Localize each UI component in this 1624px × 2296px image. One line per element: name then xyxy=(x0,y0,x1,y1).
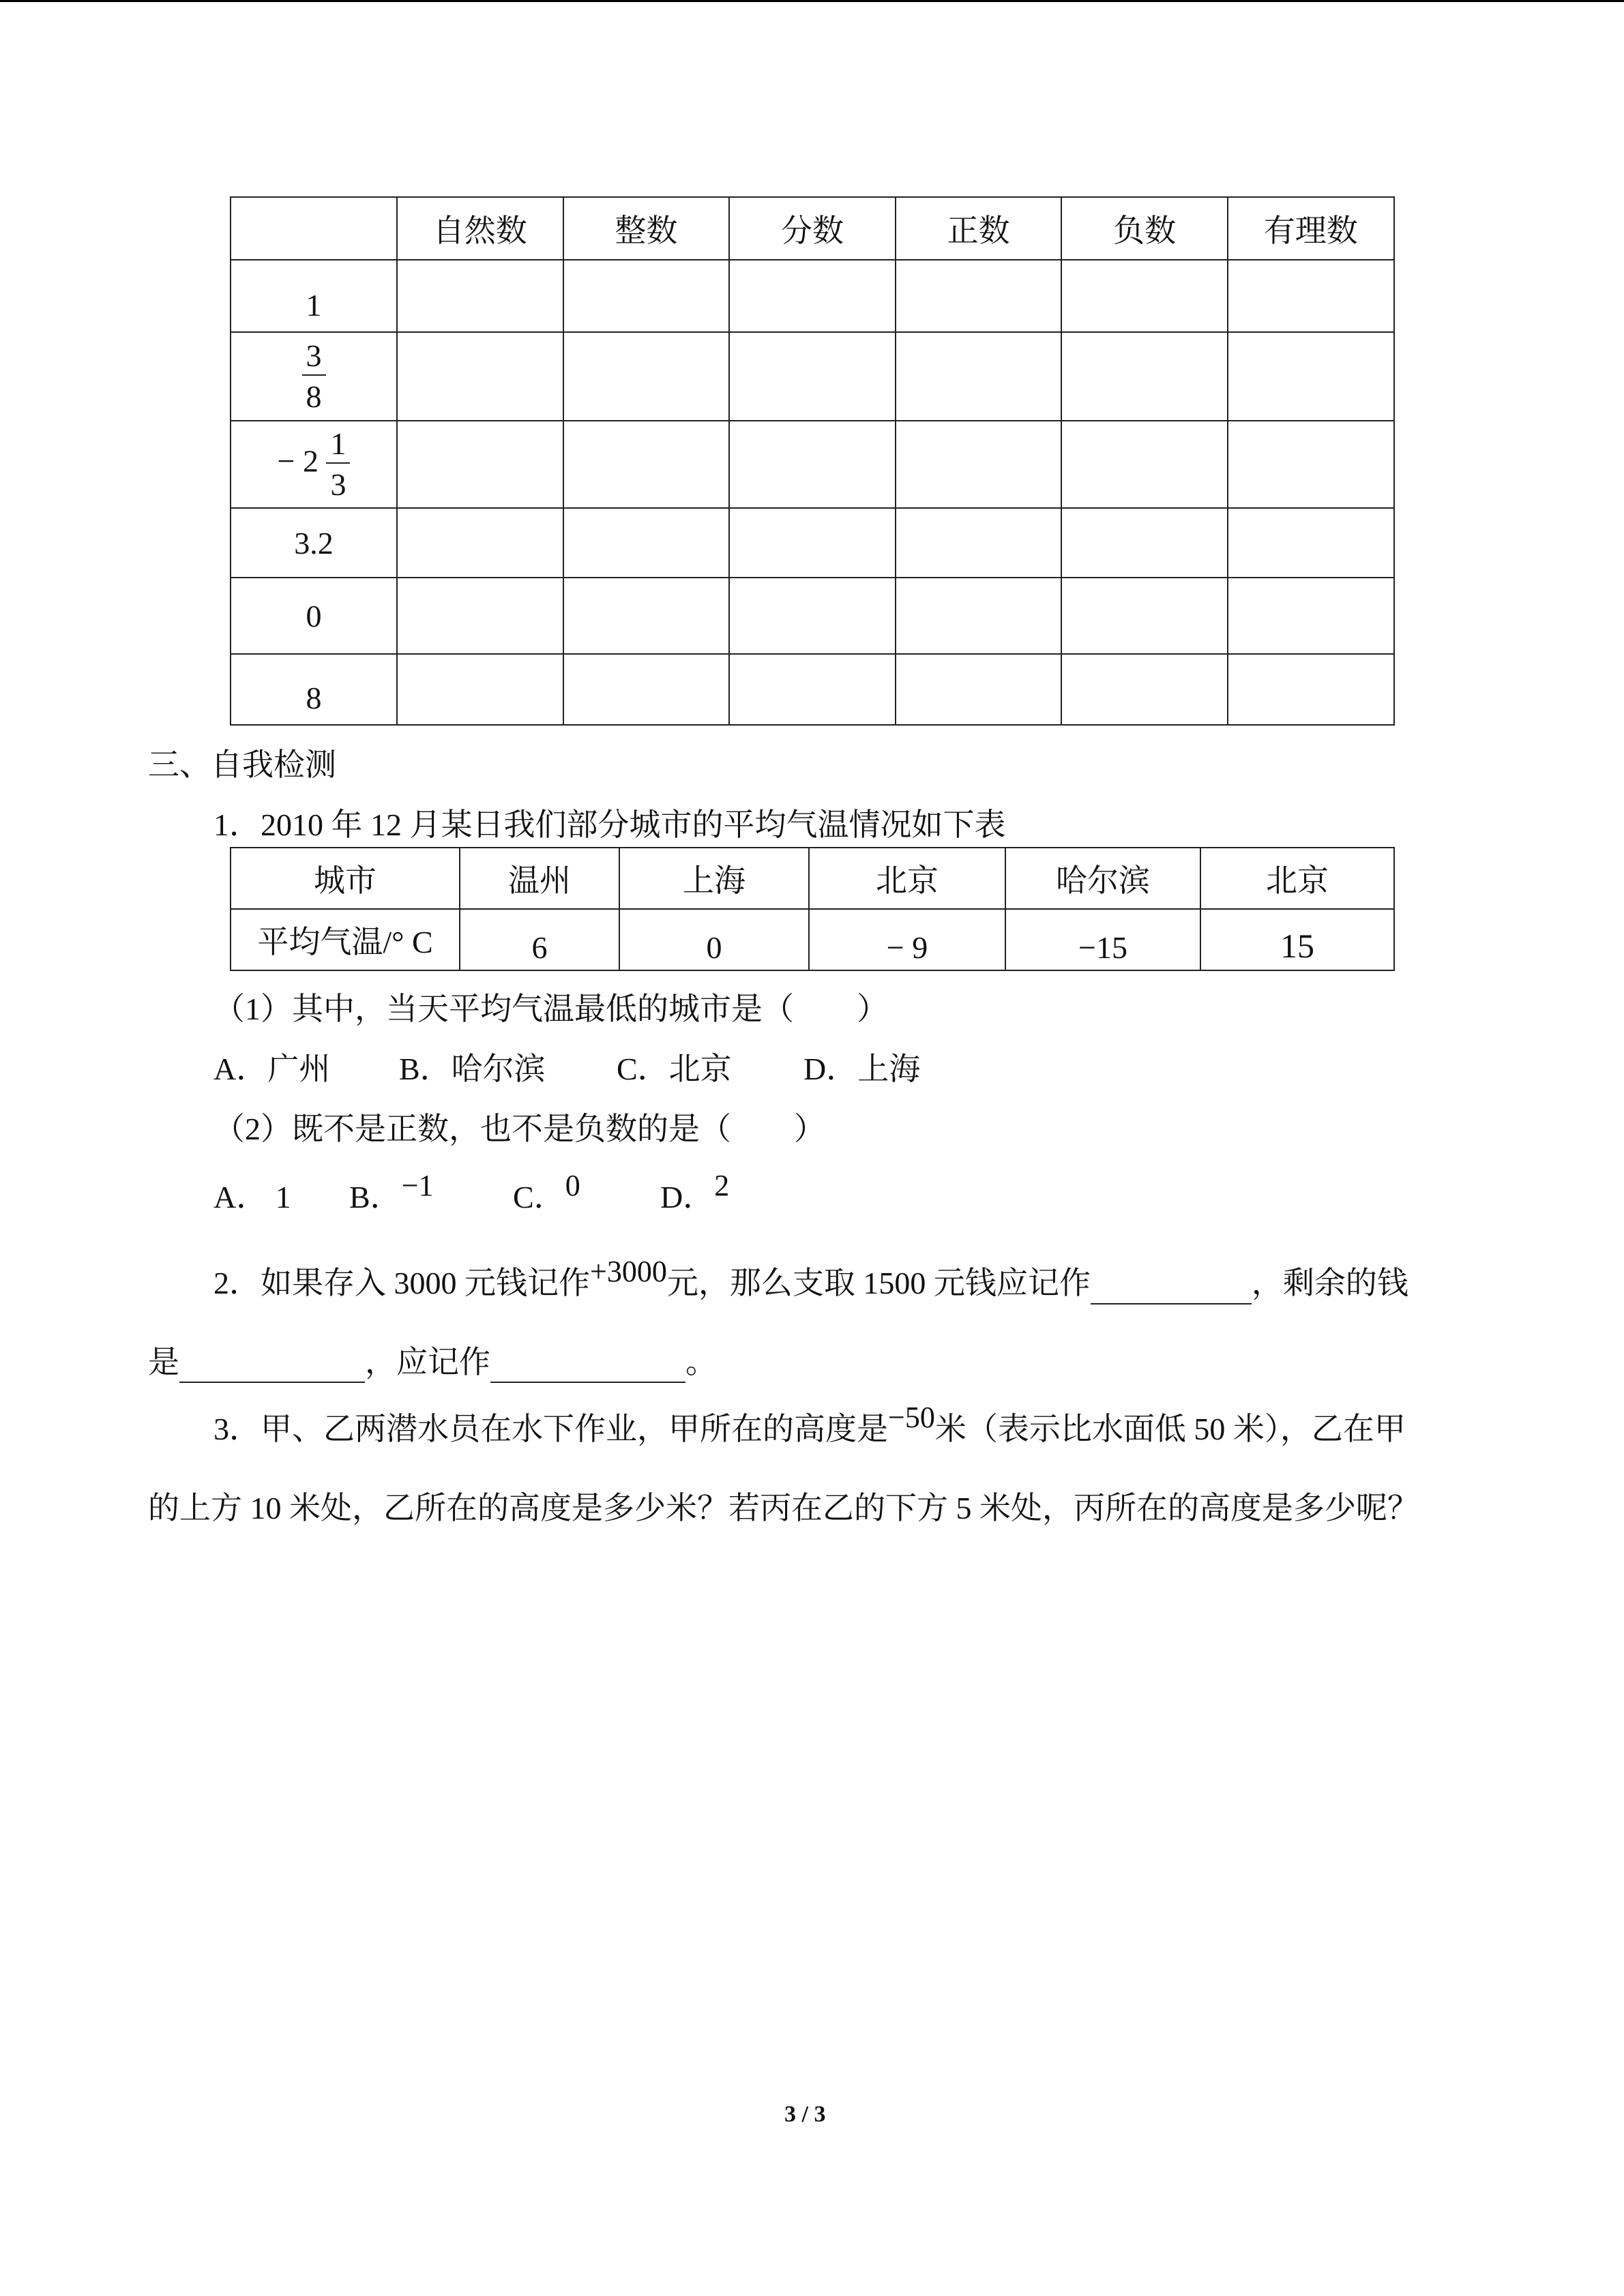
city-cell: 北京 xyxy=(1200,848,1394,909)
top-rule xyxy=(0,0,1624,2)
answer-cell[interactable] xyxy=(1061,260,1228,332)
section-title: 三、自我检测 xyxy=(148,747,336,782)
row-label: 0 xyxy=(231,578,397,654)
fraction xyxy=(302,340,326,413)
q2-text: ，剩余的钱 xyxy=(1251,1266,1408,1300)
q3-line1 xyxy=(213,1401,1406,1450)
q2-text: ，应记作 xyxy=(365,1345,490,1380)
answer-cell[interactable] xyxy=(1061,421,1228,508)
q1-sub2-option-c[interactable] xyxy=(513,1169,580,1219)
denominator: 3 xyxy=(330,467,346,502)
q1-sub1-option-a[interactable]: A．广州 xyxy=(213,1052,331,1086)
row-label: 1 xyxy=(231,260,397,332)
answer-cell[interactable] xyxy=(1061,332,1228,421)
answer-cell[interactable] xyxy=(896,578,1062,654)
answer-cell[interactable] xyxy=(397,578,563,654)
answer-cell[interactable] xyxy=(1061,508,1228,578)
answer-cell[interactable] xyxy=(729,508,896,578)
numerator: 1 xyxy=(326,428,350,464)
q1-sub2-option-d[interactable] xyxy=(660,1169,730,1219)
option-letter: C． xyxy=(513,1180,565,1214)
q2-line2 xyxy=(148,1342,717,1383)
numerator: 3 xyxy=(302,340,326,376)
q2-text: 元，那么支取 1500 元钱应记作 xyxy=(666,1266,1091,1300)
table-row xyxy=(231,421,1394,508)
temperature-table xyxy=(230,847,1395,971)
answer-cell[interactable] xyxy=(896,421,1062,508)
row-label: 3.2 xyxy=(231,508,397,578)
answer-cell[interactable] xyxy=(397,508,563,578)
answer-cell[interactable] xyxy=(729,578,896,654)
option-letter: D． xyxy=(660,1180,715,1214)
option-value: 2 xyxy=(714,1169,730,1202)
q3-depth-value: −50 xyxy=(888,1401,935,1434)
row-label xyxy=(231,332,397,421)
row-label xyxy=(231,421,397,508)
temp-cell: 0 xyxy=(619,909,809,970)
answer-cell[interactable] xyxy=(563,421,730,508)
option-value: −1 xyxy=(401,1169,434,1202)
denominator: 8 xyxy=(306,379,322,414)
page-number: 3 / 3 xyxy=(784,2102,826,2127)
q3-line2: 的上方 10 米处，乙所在的高度是多少米？若丙在乙的下方 5 米处，丙所在的高度是多少呢？ xyxy=(148,1491,1419,1525)
answer-cell[interactable] xyxy=(729,654,896,725)
answer-cell[interactable] xyxy=(896,654,1062,725)
q2-blank-1[interactable] xyxy=(1091,1270,1252,1304)
answer-cell[interactable] xyxy=(563,332,730,421)
answer-cell[interactable] xyxy=(563,260,730,332)
answer-cell[interactable] xyxy=(397,654,563,725)
answer-cell[interactable] xyxy=(896,332,1062,421)
corner-cell xyxy=(231,197,397,260)
answer-cell[interactable] xyxy=(896,508,1062,578)
q1-sub1-option-c[interactable]: C．北京 xyxy=(617,1052,732,1086)
option-value: 1 xyxy=(275,1180,291,1214)
header-positive: 正数 xyxy=(896,197,1062,260)
city-row xyxy=(231,848,1394,909)
q1-sub1-option-b[interactable]: B．哈尔滨 xyxy=(399,1052,546,1086)
q2-line1 xyxy=(213,1255,1408,1304)
q2-text: 2．如果存入 3000 元钱记作 xyxy=(213,1266,590,1300)
q2-deposit-value: +3000 xyxy=(590,1255,667,1288)
q2-text: 是 xyxy=(148,1345,179,1380)
option-letter: B． xyxy=(349,1180,402,1214)
temp-cell: 6 xyxy=(460,909,619,970)
answer-cell[interactable] xyxy=(563,654,730,725)
q1-sub2-option-b[interactable] xyxy=(349,1169,434,1219)
answer-cell[interactable] xyxy=(1228,578,1394,654)
city-cell: 哈尔滨 xyxy=(1005,848,1200,909)
mixed-number-whole: − 2 xyxy=(277,443,319,479)
number-classification-table xyxy=(230,196,1395,726)
header-fraction: 分数 xyxy=(729,197,896,260)
answer-cell[interactable] xyxy=(397,332,563,421)
temperature-row xyxy=(231,909,1394,970)
q1-sub2-option-a[interactable] xyxy=(213,1177,291,1218)
table-row xyxy=(231,332,1394,421)
option-letter: A． xyxy=(213,1180,268,1214)
header-rational: 有理数 xyxy=(1228,197,1394,260)
q2-blank-3[interactable] xyxy=(490,1349,685,1383)
q1-sub2-stem: （2）既不是正数，也不是负数的是（ ） xyxy=(213,1112,825,1146)
table-row xyxy=(231,578,1394,654)
answer-cell[interactable] xyxy=(397,260,563,332)
fraction xyxy=(326,428,350,501)
temp-cell: −15 xyxy=(1005,909,1200,970)
answer-cell[interactable] xyxy=(1061,654,1228,725)
city-cell: 北京 xyxy=(809,848,1005,909)
answer-cell[interactable] xyxy=(1228,332,1394,421)
answer-cell[interactable] xyxy=(1228,654,1394,725)
row-label-temp: 平均气温/° C xyxy=(231,909,460,970)
city-cell: 温州 xyxy=(460,848,619,909)
row-label-city: 城市 xyxy=(231,848,460,909)
city-cell: 上海 xyxy=(619,848,809,909)
q2-blank-2[interactable] xyxy=(179,1349,365,1383)
table-header-row xyxy=(231,197,1394,260)
table-row xyxy=(231,654,1394,725)
answer-cell[interactable] xyxy=(729,421,896,508)
answer-cell[interactable] xyxy=(1228,421,1394,508)
answer-cell[interactable] xyxy=(729,332,896,421)
q1-stem: 1．2010 年 12 月某日我们部分城市的平均气温情况如下表 xyxy=(213,807,1006,842)
q3-text: 米（表示比水面低 50 米），乙在甲 xyxy=(934,1412,1406,1446)
q1-sub1-stem: （1）其中，当天平均气温最低的城市是（ ） xyxy=(213,992,888,1026)
q1-sub1-option-d[interactable]: D．上海 xyxy=(803,1052,921,1086)
answer-cell[interactable] xyxy=(397,421,563,508)
table-row xyxy=(231,260,1394,332)
option-value: 0 xyxy=(565,1169,580,1202)
answer-cell[interactable] xyxy=(729,260,896,332)
header-negative: 负数 xyxy=(1061,197,1228,260)
q2-text: 。 xyxy=(685,1345,717,1380)
answer-cell[interactable] xyxy=(563,578,730,654)
answer-cell[interactable] xyxy=(563,508,730,578)
answer-cell[interactable] xyxy=(1061,578,1228,654)
answer-cell[interactable] xyxy=(896,260,1062,332)
answer-cell[interactable] xyxy=(1228,508,1394,578)
temp-cell: − 9 xyxy=(809,909,1005,970)
header-natural: 自然数 xyxy=(397,197,563,260)
table-row xyxy=(231,508,1394,578)
temp-cell: 15 xyxy=(1200,909,1394,970)
header-integer: 整数 xyxy=(563,197,730,260)
q3-text: 3．甲、乙两潜水员在水下作业，甲所在的高度是 xyxy=(213,1412,888,1446)
answer-cell[interactable] xyxy=(1228,260,1394,332)
row-label: 8 xyxy=(231,654,397,725)
